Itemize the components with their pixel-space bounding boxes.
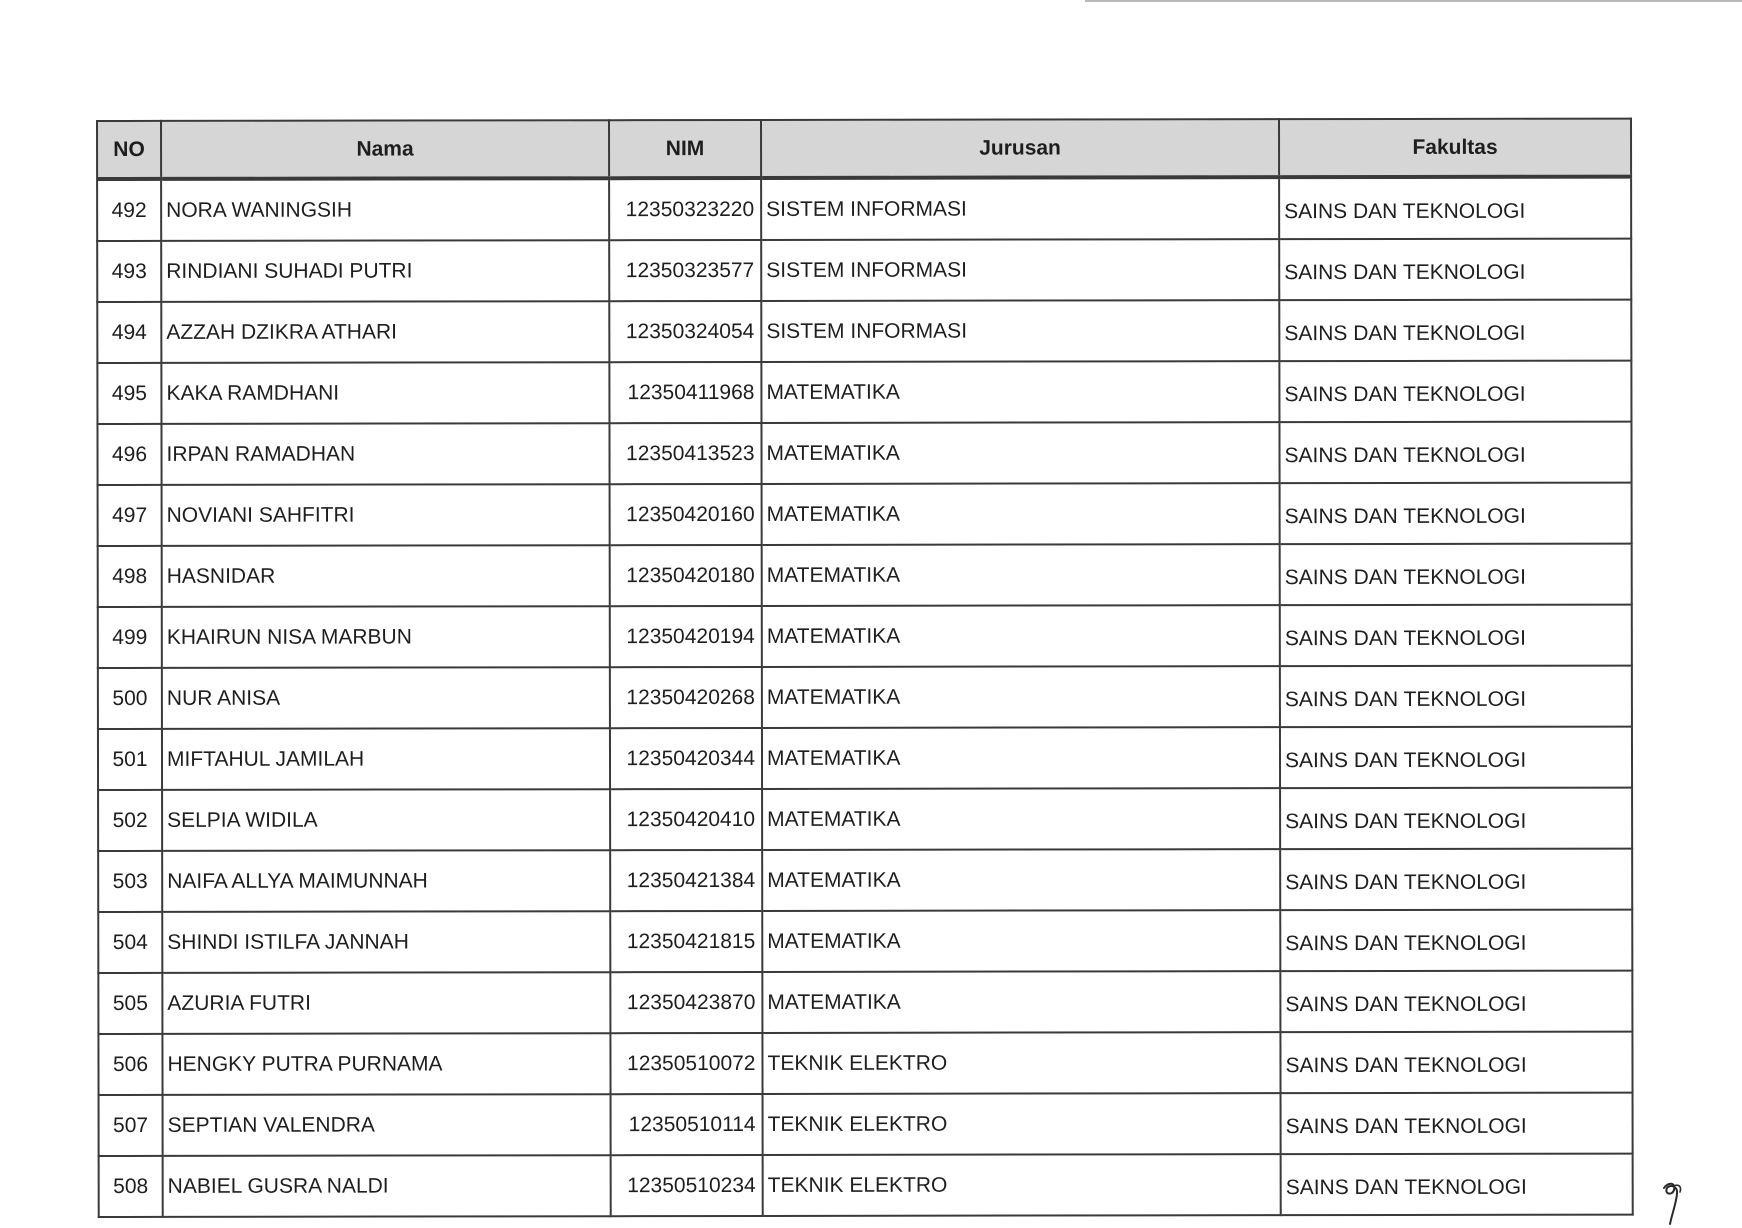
- cell-jurusan: MATEMATIKA: [762, 971, 1280, 1033]
- cell-jurusan: MATEMATIKA: [761, 361, 1279, 423]
- cell-jurusan: TEKNIK ELEKTRO: [763, 1154, 1281, 1216]
- cell-fakultas: SAINS DAN TEKNOLOGI: [1280, 971, 1632, 1033]
- table-row: [98, 666, 1632, 729]
- cell-nim: 12350420268: [610, 667, 762, 728]
- student-table: [96, 118, 1634, 1218]
- cell-nama: SELPIA WIDILA: [162, 789, 610, 851]
- header-nama: Nama: [161, 120, 609, 179]
- cell-fakultas: SAINS DAN TEKNOLOGI: [1279, 177, 1631, 240]
- cell-jurusan: TEKNIK ELEKTRO: [762, 1032, 1280, 1094]
- cell-no: 493: [97, 241, 161, 302]
- cell-nama: RINDIANI SUHADI PUTRI: [161, 240, 609, 302]
- cell-fakultas: SAINS DAN TEKNOLOGI: [1279, 239, 1631, 301]
- cell-fakultas: SAINS DAN TEKNOLOGI: [1280, 727, 1632, 789]
- cell-no: 503: [98, 851, 162, 912]
- header-fakultas: Fakultas: [1279, 119, 1631, 178]
- cell-nim: 12350413523: [609, 423, 761, 484]
- cell-nim: 12350411968: [609, 362, 761, 423]
- cell-nama: KHAIRUN NISA MARBUN: [162, 606, 610, 668]
- cell-nim: 12350420160: [610, 484, 762, 545]
- cell-fakultas: SAINS DAN TEKNOLOGI: [1279, 300, 1631, 362]
- cell-nama: HASNIDAR: [162, 545, 610, 607]
- cell-no: 507: [99, 1095, 163, 1156]
- cell-no: 508: [99, 1156, 163, 1217]
- cell-jurusan: MATEMATIKA: [762, 483, 1280, 545]
- cell-jurusan: SISTEM INFORMASI: [761, 239, 1279, 301]
- table-row: [99, 1154, 1633, 1217]
- cell-jurusan: MATEMATIKA: [762, 849, 1280, 911]
- cell-nim: 12350421384: [610, 850, 762, 911]
- cell-nim: 12350421815: [610, 911, 762, 972]
- table-body: [97, 177, 1633, 1217]
- table-row: [99, 1093, 1633, 1156]
- cell-jurusan: TEKNIK ELEKTRO: [763, 1093, 1281, 1155]
- cell-no: 495: [97, 363, 161, 424]
- cell-nim: 12350323577: [609, 240, 761, 301]
- cell-nim: 12350423870: [610, 972, 762, 1033]
- cell-no: 498: [98, 546, 162, 607]
- cell-jurusan: MATEMATIKA: [762, 727, 1280, 789]
- table-row: [98, 788, 1632, 851]
- cell-nim: 12350420180: [610, 545, 762, 606]
- cell-nama: IRPAN RAMADHAN: [161, 423, 609, 485]
- table-row: [98, 910, 1632, 973]
- cell-jurusan: MATEMATIKA: [762, 666, 1280, 728]
- cell-fakultas: SAINS DAN TEKNOLOGI: [1279, 361, 1631, 423]
- table-row: [98, 544, 1632, 607]
- cell-nim: 12350420194: [610, 606, 762, 667]
- cell-nama: SEPTIAN VALENDRA: [163, 1094, 611, 1156]
- header-row: [97, 119, 1631, 179]
- cell-fakultas: SAINS DAN TEKNOLOGI: [1279, 422, 1631, 484]
- table-row: [97, 422, 1631, 485]
- cell-nim: 12350510072: [610, 1033, 762, 1094]
- cell-jurusan: SISTEM INFORMASI: [761, 300, 1279, 362]
- cell-jurusan: MATEMATIKA: [762, 544, 1280, 606]
- table-row: [97, 300, 1631, 363]
- table-row: [97, 239, 1631, 302]
- cell-no: 500: [98, 668, 162, 729]
- cell-fakultas: SAINS DAN TEKNOLOGI: [1280, 910, 1632, 972]
- table-row: [97, 361, 1631, 424]
- cell-no: 494: [97, 302, 161, 363]
- student-table-wrapper: [96, 118, 1632, 1218]
- cell-no: 504: [98, 912, 162, 973]
- cell-fakultas: SAINS DAN TEKNOLOGI: [1281, 1093, 1633, 1155]
- cell-nama: MIFTAHUL JAMILAH: [162, 728, 610, 790]
- cell-nama: NOVIANI SAHFITRI: [162, 484, 610, 546]
- cell-nim: 12350510234: [611, 1155, 763, 1216]
- cell-nim: 12350510114: [611, 1094, 763, 1155]
- cell-fakultas: SAINS DAN TEKNOLOGI: [1280, 605, 1632, 667]
- cell-nama: AZZAH DZIKRA ATHARI: [161, 301, 609, 363]
- cell-fakultas: SAINS DAN TEKNOLOGI: [1280, 666, 1632, 728]
- cell-no: 497: [98, 485, 162, 546]
- header-no: NO: [97, 121, 161, 179]
- cell-nama: NUR ANISA: [162, 667, 610, 729]
- cell-nim: 12350324054: [609, 301, 761, 362]
- cell-fakultas: SAINS DAN TEKNOLOGI: [1280, 849, 1632, 911]
- cell-jurusan: MATEMATIKA: [762, 910, 1280, 972]
- cell-jurusan: MATEMATIKA: [761, 422, 1279, 484]
- cell-nama: KAKA RAMDHANI: [161, 362, 609, 424]
- cell-no: 496: [97, 424, 161, 485]
- cell-jurusan: SISTEM INFORMASI: [761, 177, 1279, 240]
- header-nim: NIM: [609, 120, 761, 178]
- table-row: [98, 971, 1632, 1034]
- cell-fakultas: SAINS DAN TEKNOLOGI: [1280, 544, 1632, 606]
- cell-nama: NORA WANINGSIH: [161, 178, 609, 241]
- table-row: [98, 849, 1632, 912]
- cell-nama: AZURIA FUTRI: [162, 972, 610, 1034]
- table-row: [98, 483, 1632, 546]
- handwritten-paraf-icon: [1658, 1180, 1688, 1228]
- cell-no: 499: [98, 607, 162, 668]
- cell-fakultas: SAINS DAN TEKNOLOGI: [1280, 788, 1632, 850]
- cell-nama: NAIFA ALLYA MAIMUNNAH: [162, 850, 610, 912]
- cell-fakultas: SAINS DAN TEKNOLOGI: [1280, 483, 1632, 545]
- header-jurusan: Jurusan: [761, 119, 1279, 178]
- cell-fakultas: SAINS DAN TEKNOLOGI: [1280, 1032, 1632, 1094]
- cell-nim: 12350323220: [609, 178, 761, 240]
- cell-no: 502: [98, 790, 162, 851]
- cell-nama: SHINDI ISTILFA JANNAH: [162, 911, 610, 973]
- table-header: [97, 119, 1631, 179]
- cell-fakultas: SAINS DAN TEKNOLOGI: [1281, 1154, 1633, 1216]
- table-row: [98, 1032, 1632, 1095]
- cell-no: 492: [97, 179, 161, 241]
- cell-nama: NABIEL GUSRA NALDI: [163, 1155, 611, 1217]
- table-row: [98, 605, 1632, 668]
- cell-nim: 12350420344: [610, 728, 762, 789]
- cell-nim: 12350420410: [610, 789, 762, 850]
- cell-jurusan: MATEMATIKA: [762, 605, 1280, 667]
- table-row: [98, 727, 1632, 790]
- scan-edge-line: [1085, 0, 1742, 2]
- cell-nama: HENGKY PUTRA PURNAMA: [162, 1033, 610, 1095]
- cell-jurusan: MATEMATIKA: [762, 788, 1280, 850]
- cell-no: 506: [98, 1034, 162, 1095]
- cell-no: 505: [98, 973, 162, 1034]
- cell-no: 501: [98, 729, 162, 790]
- table-row: [97, 177, 1631, 241]
